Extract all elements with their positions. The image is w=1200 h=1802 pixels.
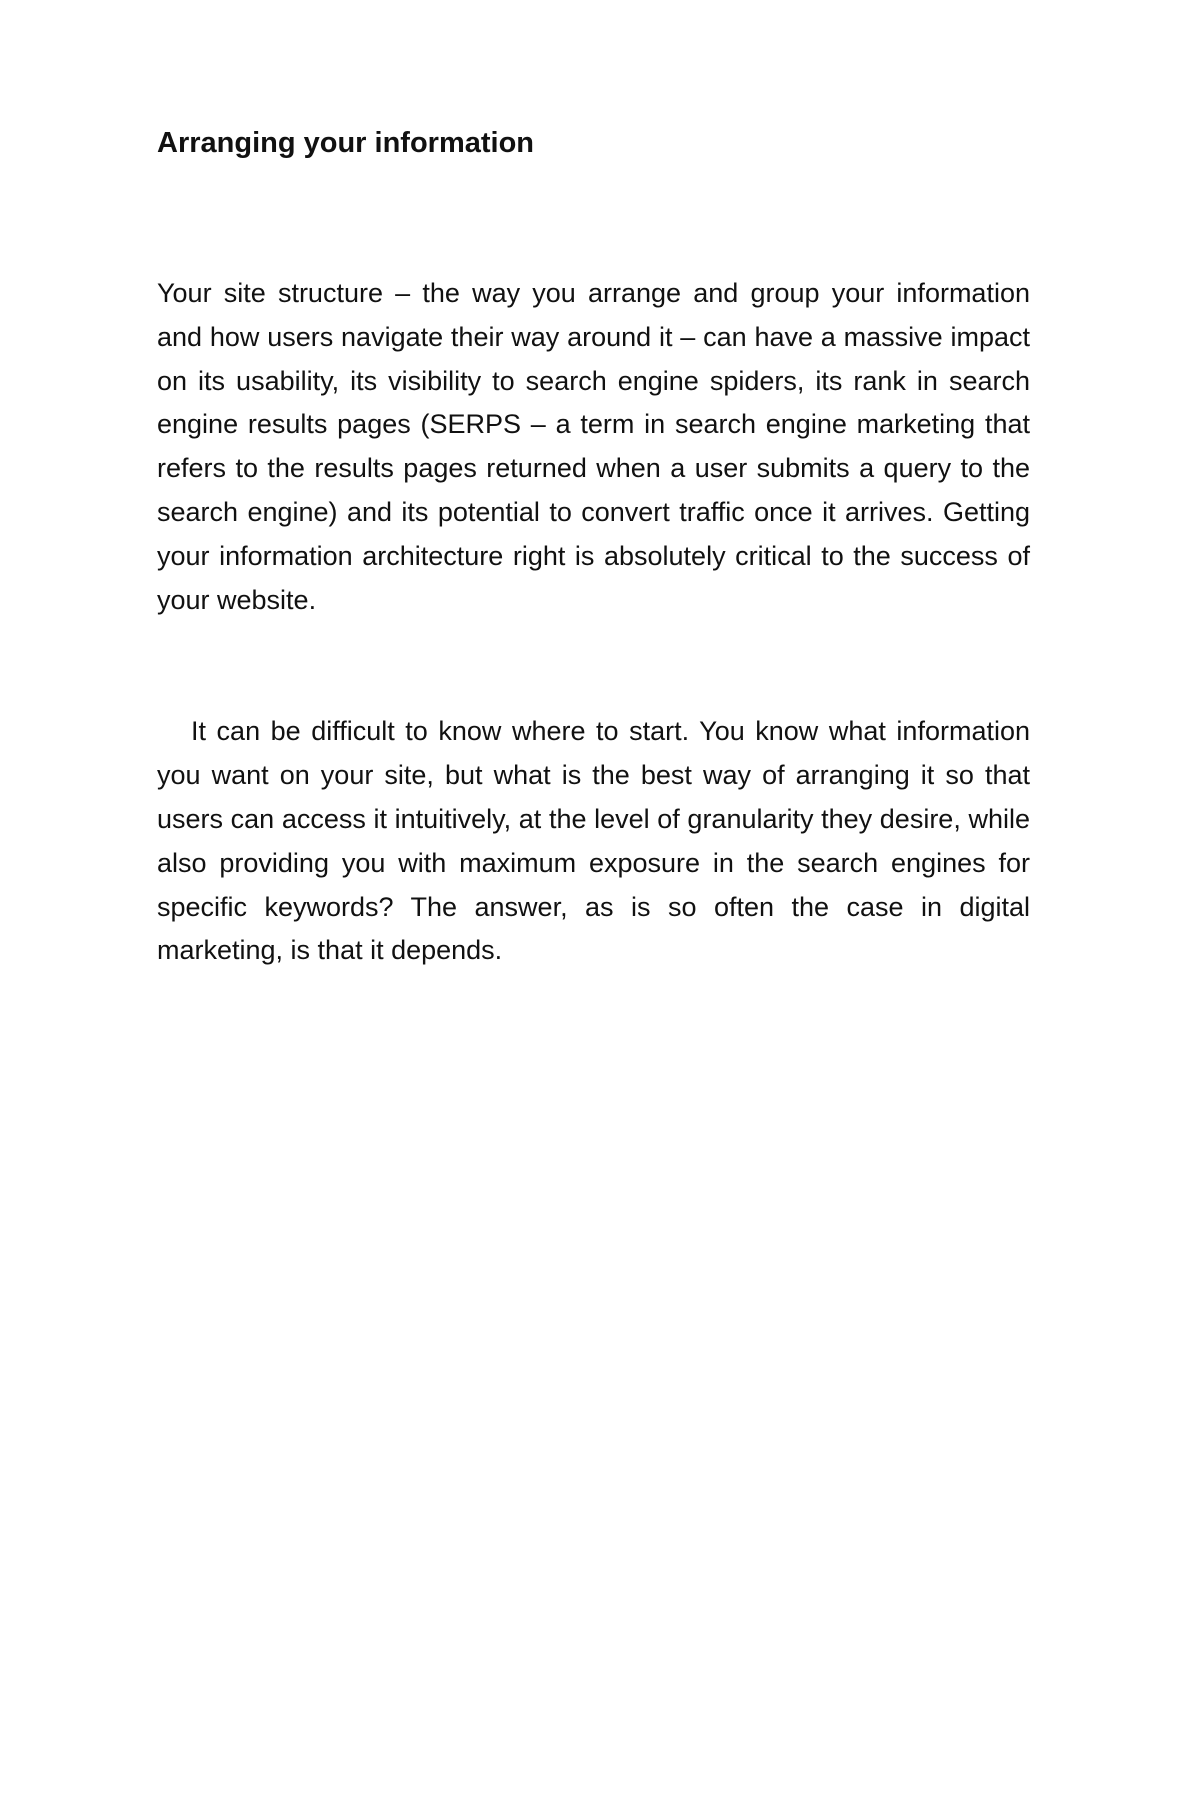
paragraph-where-to-start: It can be difficult to know where to start. You know what information you want on your site, but what is the best way of arranging it so that users can access it intuitively, at the level of granularity they desire, while also providing you with maximum exposure in the search engines for specific keywords? The answer, as is so often the case in digital marketing, is that it depends. [157,716,1030,966]
document-body [157,120,1030,973]
paragraph-site-structure: Your site structure – the way you arrange and group your information and how users navigate their way around it – can have a massive impact on its usability, its visibility to search engine spiders, its rank in search engine results pages (SERPS – a term in search engine marketing that refers to the results pages returned when a user submits a query to the search engine) and its potential to convert traffic once it arrives. Getting your information architecture right is absolutely critical to the success of your website. [157,278,1030,615]
section-heading: Arranging your information [157,127,534,159]
